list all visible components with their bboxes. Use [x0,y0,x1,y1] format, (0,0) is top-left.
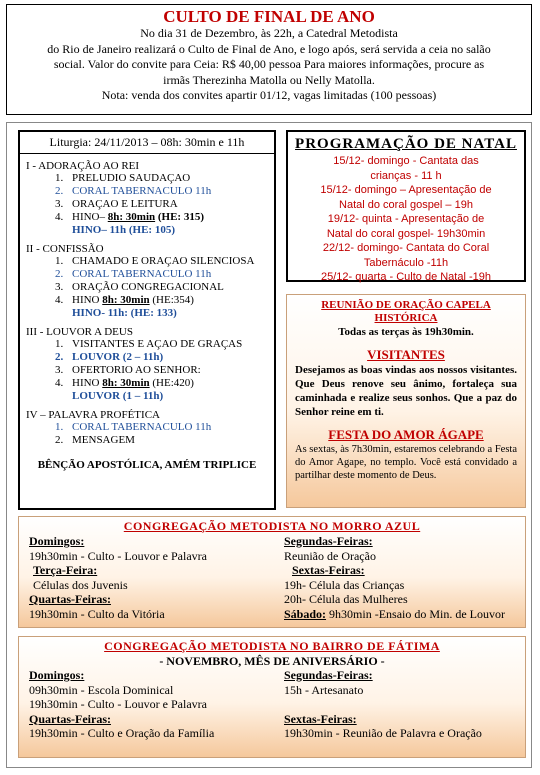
list-item: 2. LOUVOR (2 – 11h) [66,351,268,364]
christmas-program-box [286,130,526,282]
morro-azul-title: CONGREGAÇÃO METODISTA NO MORRO AZUL [123,519,421,533]
day-label: Sábado: [284,606,327,621]
schedule-columns [29,668,515,741]
list-item: 1. CORAL TABERNACULO 11h [66,421,268,434]
schedule-text: 09h30min - Escola Dominical [29,682,174,697]
schedule-line [284,607,515,622]
schedule-text: Reunião de Oração [284,548,376,563]
liturgy-section-title: I - ADORAÇÃO AO REI [26,160,140,172]
closing-blessing: BÊNÇÃO APOSTÓLICA, AMÉM TRIPLICE [37,459,257,471]
announcement-line: social. Valor do convite para Ceia: R$ 40,00 pessoa Para maiores informações, procure as [53,57,485,71]
fatima-box [18,636,526,758]
hymn-label: HINO [72,377,103,389]
visitors-text: Desejamos as boas vindas aos nossos visitantes. Que Deus renove seu ânimo, fortaleça sua caminhada e realize seus sonhos. Que a paz do Senhor reine em ti. [295,364,517,418]
hymn-11h: HINO– 11h (HE: 105) [72,224,175,236]
liturgy-list [66,172,268,224]
liturgy-section-title: II - CONFISSÃO [26,243,104,255]
agape-title: FESTA DO AMOR ÁGAPE [328,427,484,442]
announcement-title: CULTO DE FINAL DE ANO [163,7,375,26]
schedule-text: 19h30min - Culto da Vitória [29,606,165,621]
schedule-right [284,534,515,621]
schedule-right [284,668,515,741]
schedule-text: 20h- Célula das Mulheres [284,592,408,606]
announcement-line: irmãs Therezinha Matolla ou Nelly Matolla. [163,72,375,87]
schedule-text: 19h30min - Reunião de Palavra e Oração [284,726,482,740]
schedule-left [29,668,284,741]
visitors-title: VISITANTES [367,347,445,362]
hymn-number: (HE:354) [149,294,194,306]
prayer-title: HISTÓRICA [374,312,438,324]
hymn-label: HINO– [72,211,108,223]
christmas-item: 19/12- quinta - Apresentação de [327,213,485,225]
schedule-left [29,534,284,621]
liturgy-section-title: III - LOUVOR A DEUS [26,326,133,338]
announcement-box [6,4,532,115]
liturgy-section-title: IV – PALAVRA PROFÉTICA [26,409,160,421]
day-label: Domingos: [29,668,85,682]
schedule-text: 19h30min - Culto - Louvor e Palavra [29,697,207,711]
hymn-11h: HINO- 11h: (HE: 133) [72,307,177,319]
hymn-number: (HE: 315) [155,211,205,223]
schedule-text: 9h30min -Ensaio do Min. de Louvor [326,606,506,621]
list-item: 1. PRELUDIO SAUDAÇAO [66,172,268,185]
day-label: Quartas-Feiras: [29,711,111,726]
list-item: 3. ORAÇÃO CONGREGACIONAL [66,281,268,294]
louvor-11h: LOUVOR (1 – 11h) [72,390,164,402]
fatima-subtitle: - NOVEMBRO, MÊS DE ANIVERSÁRIO - [159,654,385,668]
list-item: 2. CORAL TABERNACULO 11h [66,185,268,198]
fatima-title: CONGREGAÇÃO METODISTA NO BAIRRO DE FÁTIMA [104,639,440,653]
list-item: 1. CHAMADO E ORAÇAO SILENCIOSA [66,255,268,268]
prayer-info-box [286,294,526,508]
announcement-line: No dia 31 de Dezembro, às 22h, a Catedral Metodista [140,26,398,40]
list-item: 2. MENSAGEM [66,434,268,447]
list-item [66,294,268,307]
schedule-text: 19h30min - Culto - Louvor e Palavra [29,548,207,563]
agape-text: As sextas, às 7h30min, estaremos celebrando a Festa do Amor Agape, no templo. Você está convidado a partilhar deste momento de Deus. [295,444,517,481]
day-label: Segundas-Feiras: [284,534,373,548]
list-item: 3. ORAÇAO E LEITURA [66,198,268,211]
list-item: 2. CORAL TABERNACULO 11h [66,268,268,281]
schedule-text: 19h- Célula das Crianças [284,577,405,592]
schedule-text: Células dos Juvenis [33,577,128,592]
liturgy-list [66,421,268,447]
schedule-text: 19h30min - Culto e Oração da Família [29,726,215,740]
schedule-text: 15h - Artesanato [284,682,364,697]
christmas-title: PROGRAMAÇÃO DE NATAL [295,136,517,152]
day-label: Quartas-Feiras: [29,592,111,606]
hymn-number: (HE:420) [149,377,194,389]
schedule-columns [29,534,515,621]
day-label: Segundas-Feiras: [284,668,373,682]
hymn-time: 8h: 30min [102,377,150,389]
liturgy-header: Liturgia: 24/11/2013 – 08h: 30min e 11h [20,135,274,154]
hymn-time: 8h: 30min [102,294,150,306]
prayer-title: REUNIÃO DE ORAÇÃO CAPELA [321,299,491,311]
list-item: 1. VISITANTES E AÇAO DE GRAÇAS [66,338,268,351]
day-label: Sextas-Feiras: [284,711,357,726]
list-item: 3. OFERTORIO AO SENHOR: [66,364,268,377]
morro-azul-box [18,516,526,628]
christmas-item: 25/12- quarta - Culto de Natal -19h [321,271,491,283]
christmas-item: 22/12- domingo- Cantata do Coral [322,242,490,254]
christmas-item: 15/12- domingo – Apresentação de [320,184,492,196]
list-item [66,211,268,224]
christmas-item: 15/12- domingo - Cantata das [333,155,479,167]
christmas-item: crianças - 11 h [370,169,442,182]
liturgy-list [66,338,268,390]
day-label: Terça-Feira: [33,563,98,577]
day-label: Sextas-Feiras: [292,563,365,577]
announcement-note: Nota: venda dos convites apartir 01/12, vagas limitadas (100 pessoas) [101,88,437,102]
announcement-line: do Rio de Janeiro realizará o Culto de Final de Ano, e logo após, será servida a ceia no salão [47,41,491,56]
christmas-item: Tabernáculo -11h [363,256,449,269]
liturgy-list [66,255,268,307]
hymn-label: HINO [72,294,103,306]
hymn-time: 8h: 30min [107,211,156,223]
prayer-schedule: Todas as terças às 19h30min. [338,326,474,338]
christmas-item: Natal do coral gospel – 19h [339,198,473,211]
list-item [66,377,268,390]
christmas-item: Natal do coral gospel- 19h30min [326,227,486,240]
day-label: Domingos: [29,534,85,548]
spacer [284,697,515,712]
liturgy-box [18,130,276,510]
